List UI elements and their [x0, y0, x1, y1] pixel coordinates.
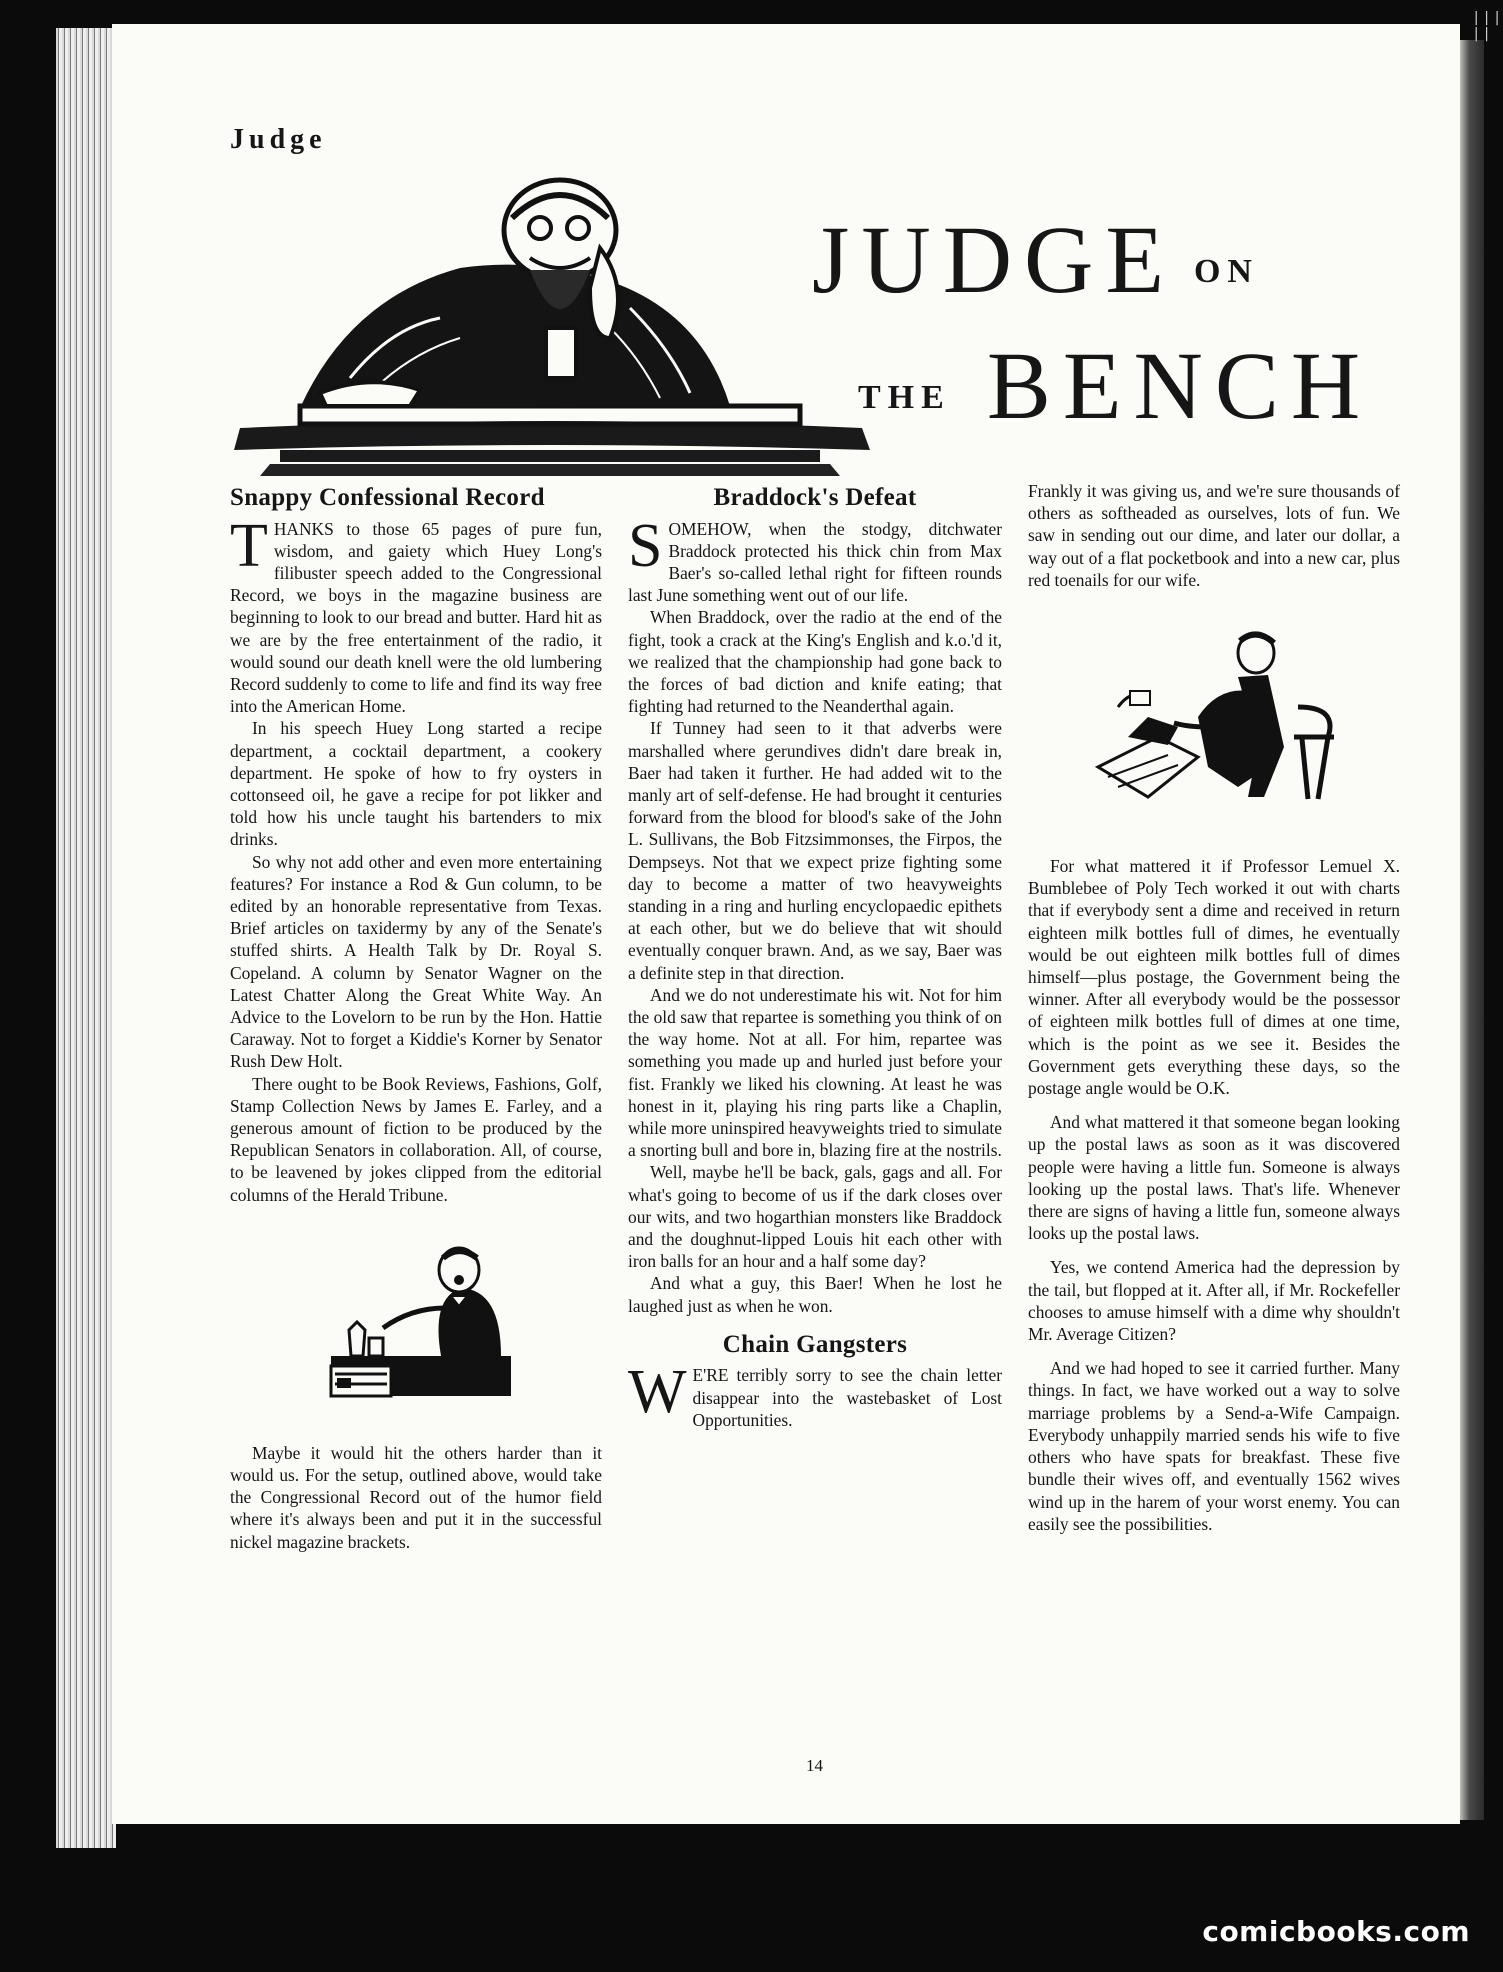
heading-braddocks-defeat: Braddock's Defeat: [713, 484, 917, 511]
dropcap-s: S: [628, 511, 663, 580]
title-on: ON: [1193, 253, 1259, 290]
title-the: THE: [858, 379, 951, 416]
col1-paragraph-3: So why not add other and even more entertaining features? For instance a Rod & Gun column, to be edited by an honorable representative from Texas. Brief articles on taxidermy by any of the Senate's stuffed shirts. A Health Talk by Dr. Royal S. Copeland. A column by Senator Wagner on the Latest Chatter Along the Great White Way. An Advice to the Lovelorn to be run by the Hon. Hattie Caraway. Not to forget a Kiddie's Korner by Senator Rush Dew Holt.: [230, 851, 602, 1072]
col2-paragraph-5: Well, maybe he'll be back, gals, gags and all. For what's going to become of us if the dark closes over our wits, and two hogarthian monsters like Braddock and the doughnut-lipped Louis hit each other with iron balls for an hour and a half some day?: [628, 1162, 1002, 1272]
col3-paragraph-1: Frankly it was giving us, and we're sure thousands of others as softheaded as ourselves, lots of fun. We saw in sending out our dime, and later our dollar, a way out of a flat pocketbook and into a new car, plus red toenails for our wife.: [1028, 481, 1400, 590]
title-judge: JUDGE: [812, 206, 1176, 313]
page-stack-left: [56, 28, 116, 1848]
col2-paragraph-3: If Tunney had seen to it that adverbs were marshalled where gerundives didn't dare break in, Baer had taken it further. He had added wit to the manly art of self-defense. He had brought it centuries forward from the blood for blood's sake of the John L. Sullivans, the Bob Fitzsimmonses, the Firpos, the Dempseys. Not that we expect prize fighting some day to become a matter of two heavyweights standing in a ring and hurling encyclopaedic epithets at each other, but we do believe that wit should eventually conquer brawn. And, as we say, Baer was a definite step in that direction.: [628, 718, 1002, 983]
col2-paragraph-1-text: OMEHOW, when the stodgy, ditchwater Braddock protected his thick chin from Max Baer's so-called lethal right for fifteen rounds last June something went out of our life.: [628, 518, 1002, 606]
column-1: [230, 480, 602, 1553]
dropcap-t: T: [230, 511, 268, 580]
man-opening-mail-illustration: [1088, 627, 1348, 807]
col1-paragraph-2: In his speech Huey Long started a recipe department, a cocktail department, a cookery department. He spoke of how to fry oysters in cottonseed oil, he gave a recipe for pot likker and told how his uncle taught his bartenders to mix drinks.: [230, 718, 602, 850]
col1-paragraph-5: Maybe it would hit the others harder than it would us. For the setup, outlined above, would take the Congressional Record out of the humor field where it's always been and put it in the successful nickel magazine brackets.: [230, 1442, 602, 1552]
watermark: comicbooks.com: [1202, 1915, 1470, 1948]
judge-at-bench-illustration: [230, 178, 870, 478]
col3-paragraph-4: Yes, we contend America had the depression by the tail, but flopped at it. After all, if Mr. Rockefeller chooses to amuse himself with a dime why shouldn't Mr. Average Citizen?: [1028, 1257, 1400, 1345]
col2-paragraph-1: [628, 511, 1002, 607]
column-3: [1028, 480, 1400, 1535]
running-head: Judge: [230, 124, 327, 155]
heading-chain-gangsters: Chain Gangsters: [722, 1330, 908, 1358]
col3-paragraph-3: And what mattered it that someone began looking up the postal laws as soon as it was discovered people were having a little fun. Someone is always looking up the postal laws. That's life. Whenever there are signs of having a little fun, someone always looks up the postal laws.: [1028, 1112, 1400, 1244]
col1-paragraph-4: There ought to be Book Reviews, Fashions, Golf, Stamp Collection News by James E. Farley, and a generous amount of fiction to be produced by the Republican Senators in collaboration. All, of course, to be leavened by jokes clipped from the editorial columns of the Herald Tribune.: [230, 1073, 602, 1205]
heading-snappy-confessional-record: Snappy Confessional Record: [230, 484, 545, 511]
col1-paragraph-1: [230, 511, 602, 718]
col1-paragraph-1-text: HANKS to those 65 pages of pure fun, wisdom, and gaiety which Huey Long's filibuster speech added to the Congressional Record, we boys in the magazine business are beginning to look to our bread and butter. Hard hit as we are by the free entertainment of the radio, it would sound our death knell were the old lumbering Record suddenly to come to life and find its way free into the American Home.: [230, 518, 602, 717]
page-number: 14: [806, 1756, 823, 1775]
col2-paragraph-7-text: E'RE terribly sorry to see the chain letter disappear into the wastebasket of Lost Opportunities.: [692, 1365, 1002, 1430]
edge-marks: ||| ||: [1472, 10, 1503, 42]
title-line-2: [858, 330, 1372, 441]
col3-paragraph-5: And we had hoped to see it carried further. Many things. In fact, we have worked out a way to solve marriage problems by a Send-a-Wife Campaign. Everybody unhappily married sends his wife to five others who have spats for breakfast. These five bundle their wives off, and eventually 1562 wives wind up in the harem of your worst enemy. You can easily see the possibilities.: [1028, 1358, 1400, 1534]
title-bench: BENCH: [986, 332, 1373, 439]
page-stack-right: [1460, 40, 1484, 1820]
col2-paragraph-4: And we do not underestimate his wit. Not for him the old saw that repartee is something you think of on the way home. Not at all. For him, repartee was something you made up and hurled just before your fist. Frankly we liked his clowning. At least he was honest in it, playing his ring parts like a Chaplin, while more uninspired heavyweights tried to simulate a snorting bull and bore in, blazing fire at the nostrils.: [628, 984, 1002, 1161]
col3-paragraph-2: For what mattered it if Professor Lemuel X. Bumblebee of Poly Tech worked it out with charts that if everybody sent a dime and received in return eighteen milk bottles full of dimes, he eventually would be out eighteen milk bottles full of dimes himself—plus postage, the Government being the winner. After all everybody would be the possessor of eighteen milk bottles full of dimes at one time, which is the point as we see it. Besides the Government gets everything these days, so the postage angle would be O.K.: [1028, 856, 1400, 1099]
dropcap-w: W: [628, 1358, 687, 1427]
senator-cocktail-illustration: [311, 1238, 521, 1398]
col2-paragraph-2: When Braddock, over the radio at the end of the fight, took a crack at the King's English and k.o.'d it, we realized that the championship had gone back to the forces of bad diction and knife eating; that fighting had returned to the Neanderthal again.: [628, 607, 1002, 717]
title-line-1: [812, 204, 1259, 315]
col2-paragraph-6: And what a guy, this Baer! When he lost he laughed just as when he won.: [628, 1273, 1002, 1316]
column-2: [628, 480, 1002, 1431]
col2-paragraph-7: [628, 1358, 1002, 1431]
